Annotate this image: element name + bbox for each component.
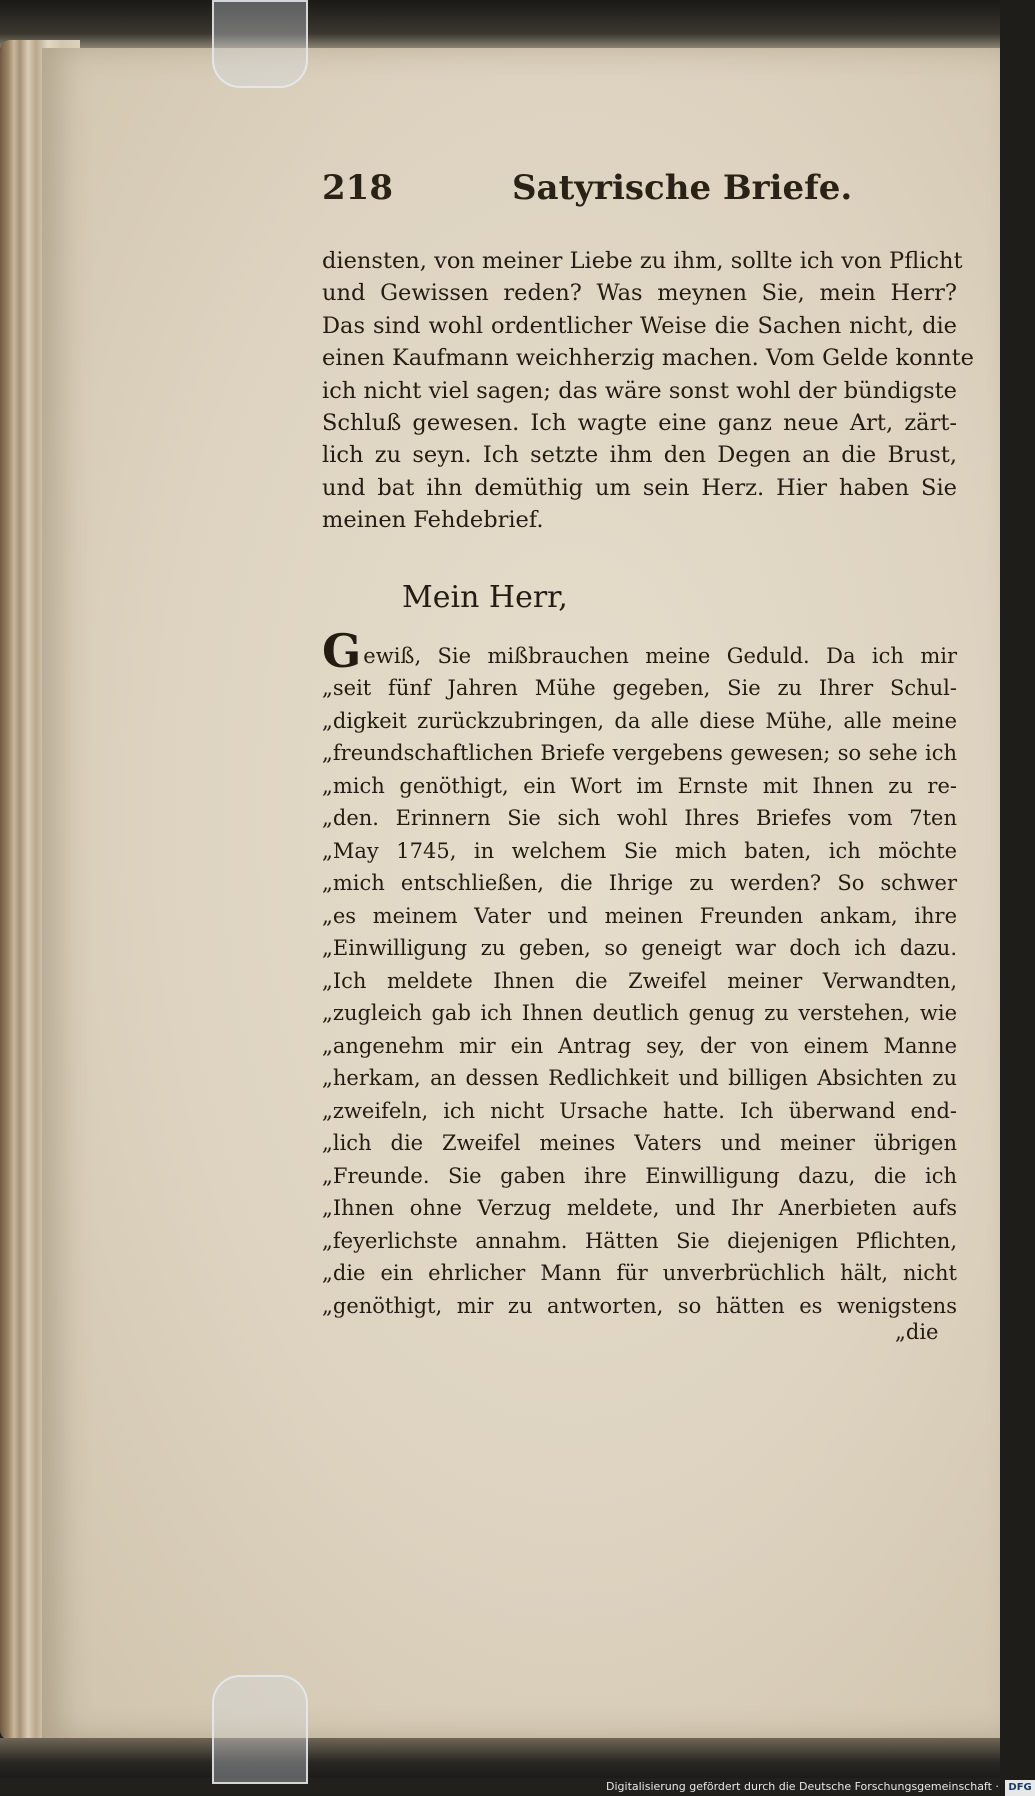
text-line: ewiß, Sie mißbrauchen meine Geduld. Da ich mir [363,644,957,668]
text-line: „den. Erinnern Sie sich wohl Ihres Briefes vom 7ten [322,806,957,830]
text-line: diensten, von meiner Liebe zu ihm, sollte ich von Pflicht [322,248,963,274]
text-line: „Ich meldete Ihnen die Zweifel meiner Verwandten, [322,968,957,993]
text-line: einen Kaufmann weichherzig machen. Vom Gelde konnte [322,345,974,372]
running-title: Satyrische Briefe. [512,168,853,208]
catchword: „die [895,1320,939,1344]
text-line: Das sind wohl ordentlicher Weise die Sachen nicht, die [322,312,957,339]
text-line: und bat ihn demüthig um sein Herz. Hier haben Sie [322,474,957,501]
text-line: „digkeit zurückzubringen, da alle diese Mühe, alle meine [322,708,957,733]
letter-first-line [322,624,957,678]
drop-initial: G [322,624,362,678]
letter-salutation: Mein Herr, [402,580,568,615]
digitization-credit [606,1779,1035,1795]
dfg-logo: DFG [1005,1780,1034,1796]
text-line: „mich entschließen, die Ihrige zu werden? So schwer [322,871,957,895]
text-line: „es meinem Vater und meinen Freunden ankam, ihre [322,903,957,928]
text-line: „May 1745, in welchem Sie mich baten, ich möchte [322,838,957,863]
text-line: „zweifeln, ich nicht Ursache hatte. Ich überwand end- [322,1098,957,1123]
credit-text: Digitalisierung gefördert durch die Deutsche Forschungsgemeinschaft · [606,1780,999,1793]
text-line: „zugleich gab ich Ihnen deutlich genug zu verstehen, wie [322,1001,957,1025]
text-line: „feyerlichste annahm. Hätten Sie diejenigen Pflichten, [322,1228,957,1253]
text-line: „Ihnen ohne Verzug meldete, und Ihr Anerbieten aufs [322,1196,957,1220]
page-number: 218 [322,168,393,208]
text-line: ich nicht viel sagen; das wäre sonst wohl der bündigste [322,377,957,404]
text-line: und Gewissen reden? Was meynen Sie, mein Herr? [322,280,957,307]
text-line: „genöthigt, mir zu antworten, so hätten es wenigstens [322,1293,957,1318]
text-line: „die ein ehrlicher Mann für unverbrüchlich hält, nicht [322,1261,957,1285]
text-line: „mich genöthigt, ein Wort im Ernste mit Ihnen zu re- [322,773,957,798]
text-line: „herkam, an dessen Redlichkeit und billigen Absichten zu [322,1066,957,1090]
scanner-top-band [0,0,1000,48]
letter-body [322,624,957,1322]
text-line: meinen Fehdebrief. [322,507,544,534]
text-line: „Freunde. Sie gaben ihre Einwilligung dazu, die ich [322,1163,957,1188]
glass-clip-top [212,0,308,88]
text-line: Schluß gewesen. Ich wagte eine ganz neue Art, zärt- [322,409,957,436]
text-line: „angenehm mir ein Antrag sey, der von einem Manne [322,1033,957,1058]
intro-paragraph [322,245,974,537]
text-line: „seit fünf Jahren Mühe gegeben, Sie zu Ihrer Schul- [322,676,957,700]
glass-clip-bottom [212,1675,308,1784]
scanner-bottom-band [0,1738,1000,1778]
text-line: lich zu seyn. Ich setzte ihm den Degen an die Brust, [322,442,957,469]
text-line: „Einwilligung zu geben, so geneigt war doch ich dazu. [322,936,957,960]
text-line: „freundschaftlichen Briefe vergebens gewesen; so sehe ich [322,741,957,765]
running-head [322,168,962,218]
text-line: „lich die Zweifel meines Vaters und meiner übrigen [322,1131,957,1155]
